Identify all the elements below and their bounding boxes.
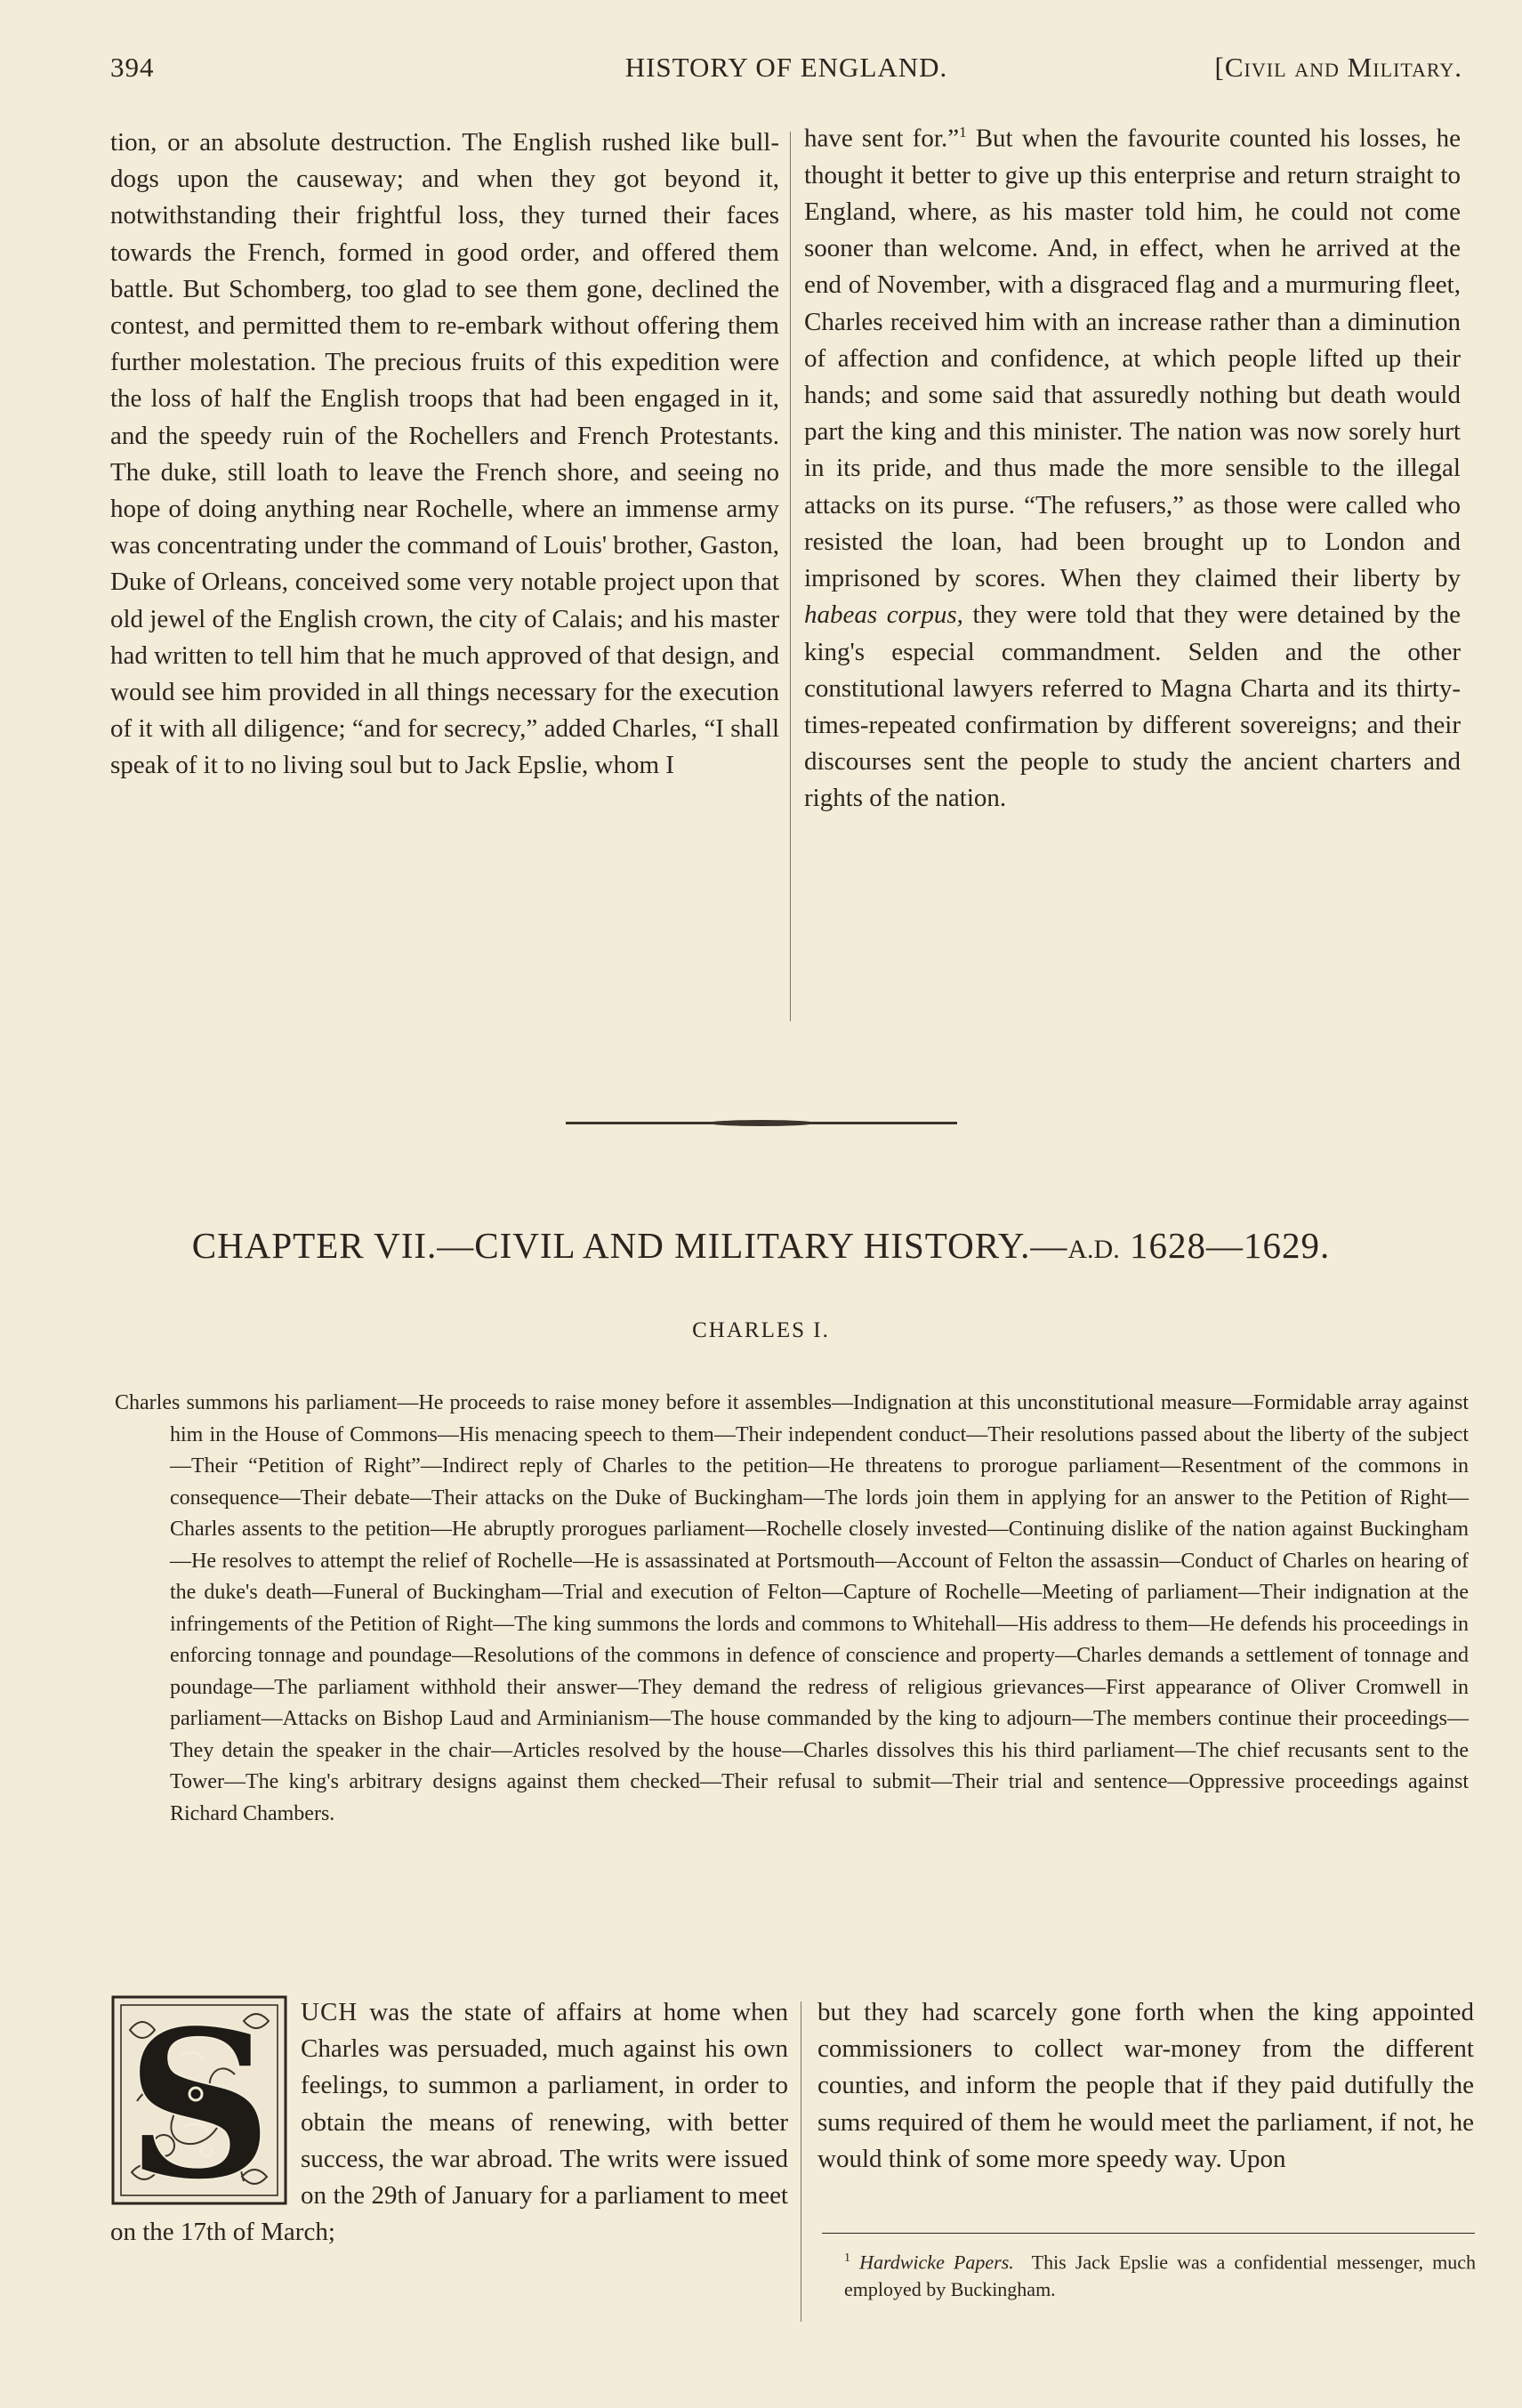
ornamental-divider xyxy=(566,1122,957,1124)
paragraph: but they had scarcely gone forth when the king appointed commissioners to collect war-money from the different counties, and inform the people that if they paid dutifully the sums required of them he would meet the parliament, if not, he would think of some more speedy way. Upon xyxy=(817,1998,1474,2173)
italic-term: habeas corpus, xyxy=(804,600,963,630)
upper-right-column xyxy=(804,114,1461,817)
footnote-rule xyxy=(822,2233,1475,2234)
running-header xyxy=(110,52,1462,96)
footnote-marker: 1 xyxy=(844,2251,850,2265)
section-label: [Civil and Military. xyxy=(1214,52,1462,83)
footnote-source: Hardwicke Papers. xyxy=(859,2251,1014,2274)
paragraph: have sent for.”$^1$ But when the favourite counted his losses, he thought it better to give up this enterprise and return straight to England, where, as his master told him, he could not come sooner than welcome. And, in effect, when he arrived at the end of November, with a disgraced flag and a murmuring fleet, Charles received him with an increase rather than a diminution of affection and confidence, at which people lifted up their hands; and some said that assuredly nothing but death would part the king and this minister. The nation was now sorely hurt in its pride, and thus made the more sensible to the illegal attacks on its purse. “The refusers,” as those were called who resisted the loan, had been brought up to London and imprisoned by scores. When they claimed their liberty by habeas corpus, they were told that they were detained by the king's especial commandment. Selden and the other constitutional lawyers referred to Magna Charta and its thirty-times-repeated confirmation by different sovereigns; and their discourses sent the people to study the ancient charters and rights of the nation. xyxy=(804,124,1461,813)
chapter-subtitle: CHARLES I. xyxy=(692,1318,830,1342)
paragraph: tion, or an absolute destruction. The English rushed like bull-dogs upon the causeway; and when they got beyond it, notwithstanding their frightful loss, they turned their faces towards the French, formed in good order, and offered them battle. But Schomberg, too glad to see them gone, declined the contest, and permitted them to re-embark without offering them further molestation. The precious fruits of this expedition were the loss of half the English troops that had been engaged in it, and the speedy ruin of the Rochellers and French Protestants. The duke, still loath to leave the French shore, and seeing no hope of doing anything near Rochelle, where an immense army was concentrating under the command of Louis' brother, Gaston, Duke of Orleans, conceived some very notable project upon that old jewel of the English crown, the city of Calais; and his master had written to tell him that he much approved of that design, and would see him provided in all things necessary for the execution of it with all diligence; “and for secrecy,” added Charles, “I shall speak of it to no living soul but to Jack Epslie, whom I xyxy=(110,128,779,780)
footnote xyxy=(844,2244,1476,2303)
page-number: 394 xyxy=(110,52,155,83)
era-label: A.D. xyxy=(1067,1235,1120,1264)
column-rule xyxy=(790,132,791,1021)
paragraph: UCH was the state of affairs at home when Charles was persuaded, much against his own feelings, to summon a parliament, in order to obtain the means of renewing, with better success, the war abroad. The writs were issued on the 29th of January for a parliament to meet on the 17th of March; xyxy=(110,1998,788,2247)
drop-cap-letter: S xyxy=(125,1994,274,2206)
footnote-text: This Jack Epslie was a confidential messenger, much employed by Buckingham. xyxy=(844,2251,1477,2301)
lower-left-column xyxy=(110,1994,788,2251)
ornamental-drop-cap xyxy=(110,1994,288,2206)
chapter-summary: Charles summons his parliament—He proceeds to raise money before it assembles—Indignation at this unconstitutional measure—Formidable array against him in the House of Commons—His menacing speech to them—Their independent conduct—Their resolutions passed about the liberty of the subject—Their “Petition of Right”—Indirect reply of Charles to the petition—He threatens to prorogue parliament—Resentment of the commons in consequence—Their debate—Their attacks on the Duke of Buckingham—The lords join them in applying for an answer to the Petition of Right—Charles assents to the petition—He abruptly prorogues parliament—Rochelle closely invested—Continuing dislike of the nation against Buckingham—He resolves to attempt the relief of Rochelle—He is assassinated at Portsmouth—Account of Felton the assassin—Conduct of Charles on hearing of the duke's death—Funeral of Buckingham—Trial and execution of Felton—Capture of Rochelle—Meeting of parliament—Their indignation at the infringements of the Petition of Right—The king summons the lords and commons to Whitehall—His address to them—He defends his proceedings in enforcing tonnage and poundage—Resolutions of the commons in defence of conscience and property—Charles demands a settlement of tonnage and poundage—The parliament withhold their answer—They demand the redress of religious grievances—First appearance of Oliver Cromwell in parliament—Attacks on Bishop Laud and Arminianism—The house commanded by the king to adjourn—The members continue their proceedings—They detain the speaker in the chair—Articles resolved by the house—Charles dissolves this his third parliament—The chief recusants sent to the Tower—The king's arbitrary designs against them checked—Their refusal to submit—Their trial and sentence—Oppressive proceedings against Richard Chambers. xyxy=(115,1391,1469,1825)
book-title: HISTORY OF ENGLAND. xyxy=(624,52,948,83)
opening-small-caps: UCH xyxy=(301,1998,358,2026)
lower-right-column xyxy=(817,1994,1474,2178)
footnote-reference[interactable]: 1 xyxy=(959,124,967,141)
upper-left-column xyxy=(110,125,779,785)
chapter-title: CHAPTER VII.—CIVIL AND MILITARY HISTORY.—A.D. 1628—1629. xyxy=(191,1225,1331,1266)
